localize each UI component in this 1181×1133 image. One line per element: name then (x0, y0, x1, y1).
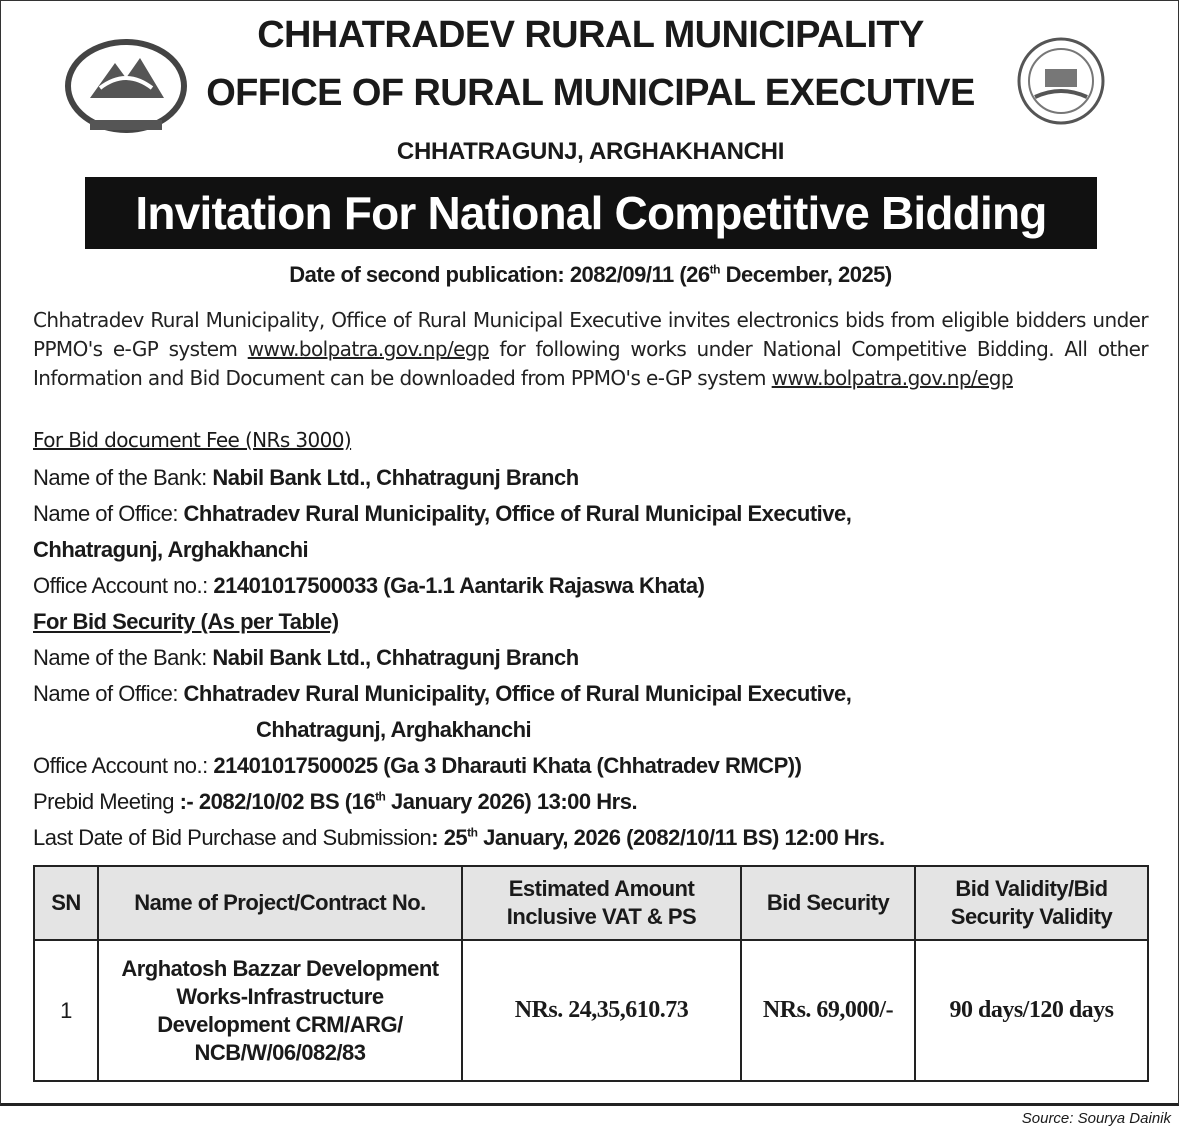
cell-project: Arghatosh Bazzar Development Works-Infrastructure Development CRM/ARG/ NCB/W/06/082/83 (98, 940, 462, 1081)
fee-bank: Name of the Bank: Nabil Bank Ltd., Chhatragunj Branch (33, 465, 579, 490)
fee-office: Name of Office: Chhatradev Rural Municipality, Office of Rural Municipal Executive, (33, 501, 852, 526)
office-name: OFFICE OF RURAL MUNICIPAL EXECUTIVE (206, 72, 975, 114)
bid-table (33, 865, 1149, 1082)
header-sn: SN (34, 866, 98, 940)
table-row (34, 940, 1148, 1081)
security-office: Name of Office: Chhatradev Rural Municipality, Office of Rural Municipal Executive, (33, 681, 852, 706)
publication-date: Date of second publication: 2082/09/11 (26th December, 2025) (289, 262, 892, 287)
cell-amount: NRs. 24,35,610.73 (462, 940, 741, 1081)
bolpatra-link-2[interactable]: www.bolpatra.gov.np/egp (771, 366, 1013, 390)
fee-account: Office Account no.: 21401017500033 (Ga-1.1 Aantarik Rajaswa Khata) (33, 573, 705, 598)
cell-validity: 90 days/120 days (915, 940, 1148, 1081)
table-header-row (34, 866, 1148, 940)
header-security: Bid Security (741, 866, 915, 940)
header-project: Name of Project/Contract No. (98, 866, 462, 940)
security-bank: Name of the Bank: Nabil Bank Ltd., Chhatragunj Branch (33, 645, 579, 670)
source-credit: Source: Sourya Dainik (1021, 1110, 1171, 1127)
prebid-meeting: Prebid Meeting :- 2082/10/02 BS (16th January 2026) 13:00 Hrs. (33, 789, 638, 814)
cell-security: NRs. 69,000/- (741, 940, 915, 1081)
security-office-address: Chhatragunj, Arghakhanchi (256, 717, 532, 742)
bolpatra-link[interactable]: www.bolpatra.gov.np/egp (247, 337, 489, 361)
security-heading: For Bid Security (As per Table) (33, 609, 339, 634)
municipality-name: CHHATRADEV RURAL MUNICIPALITY (257, 14, 924, 56)
fee-heading: For Bid document Fee (NRs 3000) (33, 428, 352, 452)
last-date: Last Date of Bid Purchase and Submission: 25th January, 2026 (2082/10/11 BS) 12:00 Hrs. (33, 825, 885, 850)
fee-office-address: Chhatragunj, Arghakhanchi (33, 537, 309, 562)
office-address: CHHATRAGUNJ, ARGHAKHANCHI (396, 138, 785, 165)
cell-sn: 1 (34, 940, 98, 1081)
security-account: Office Account no.: 21401017500025 (Ga 3 Dharauti Khata (Chhatradev RMCP)) (33, 753, 802, 778)
notice-title-banner: Invitation For National Competitive Bidding (85, 177, 1097, 249)
header-amount: Estimated Amount Inclusive VAT & PS (462, 866, 741, 940)
header-validity: Bid Validity/Bid Security Validity (915, 866, 1148, 940)
intro-paragraph: Chhatradev Rural Municipality, Office of Rural Municipal Executive invites electronics bids from eligible bidders under PPMO's e-GP system www.bolpatra.gov.np/egp for following works under National Competitive Bidding. All other Information and Bid Document can be downloaded from PPMO's e-GP system www.bolpatra.gov.np/egp (33, 308, 1149, 390)
